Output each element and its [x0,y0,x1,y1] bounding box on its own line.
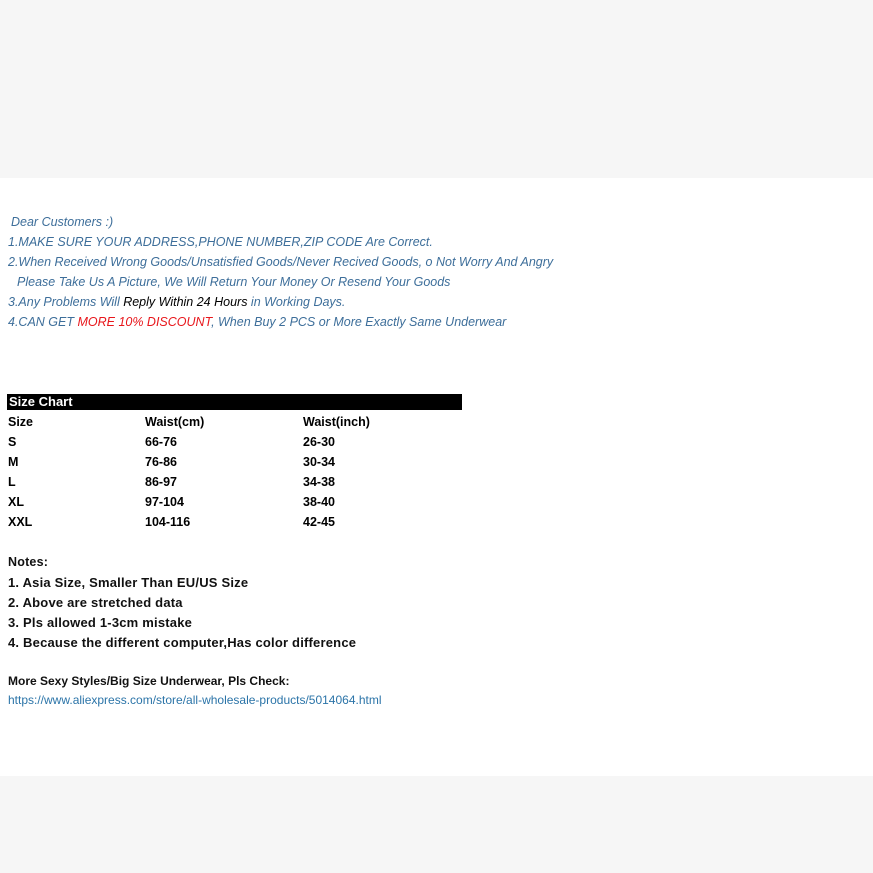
row-waist-cm: 86-97 [145,475,177,489]
row-size: L [8,475,16,489]
message-line-3 [8,295,345,309]
notes-title: Notes: [8,555,49,569]
message-line-2b: Please Take Us A Picture, We Will Return Your Money Or Resend Your Goods [17,275,451,289]
row-waist-inch: 30-34 [303,455,335,469]
row-size: S [8,435,17,449]
store-link[interactable]: https://www.aliexpress.com/store/all-wholesale-products/5014064.html [8,693,382,707]
note-item: 3. Pls allowed 1-3cm mistake [8,615,193,630]
note-item: 4. Because the different computer,Has color difference [8,635,357,650]
row-waist-cm: 104-116 [145,515,191,529]
row-size: XXL [8,515,33,529]
note-item: 2. Above are stretched data [8,595,183,610]
message-line-4 [8,315,506,329]
line4-prefix: 4.CAN GET [8,315,78,329]
row-size: M [8,455,19,469]
header-waist-inch: Waist(inch) [303,415,370,429]
row-waist-inch: 26-30 [303,435,335,449]
message-line-1: 1.MAKE SURE YOUR ADDRESS,PHONE NUMBER,ZIP CODE Are Correct. [8,235,433,249]
discount-highlight: MORE 10% DISCOUNT [77,315,212,329]
row-size: XL [8,495,24,509]
message-line-2: 2.When Received Wrong Goods/Unsatisfied Goods/Never Recived Goods, o Not Worry And Angry [8,255,554,269]
line3-suffix: in Working Days. [247,295,346,309]
row-waist-inch: 38-40 [303,495,335,509]
note-item: 1. Asia Size, Smaller Than EU/US Size [8,575,249,590]
line3-bold: Reply Within 24 Hours [123,295,248,309]
header-size: Size [8,415,34,429]
row-waist-cm: 76-86 [145,455,177,469]
row-waist-cm: 66-76 [145,435,177,449]
header-waist-cm: Waist(cm) [145,415,205,429]
greeting-text: Dear Customers :) [11,215,114,229]
row-waist-inch: 34-38 [303,475,335,489]
row-waist-inch: 42-45 [303,515,335,529]
size-chart-title: Size Chart [7,394,462,410]
row-waist-cm: 97-104 [145,495,184,509]
line3-prefix: 3.Any Problems Will [8,295,124,309]
more-styles-label: More Sexy Styles/Big Size Underwear, Pls Check: [8,674,290,688]
line4-suffix: , When Buy 2 PCS or More Exactly Same Underwear [211,315,507,329]
